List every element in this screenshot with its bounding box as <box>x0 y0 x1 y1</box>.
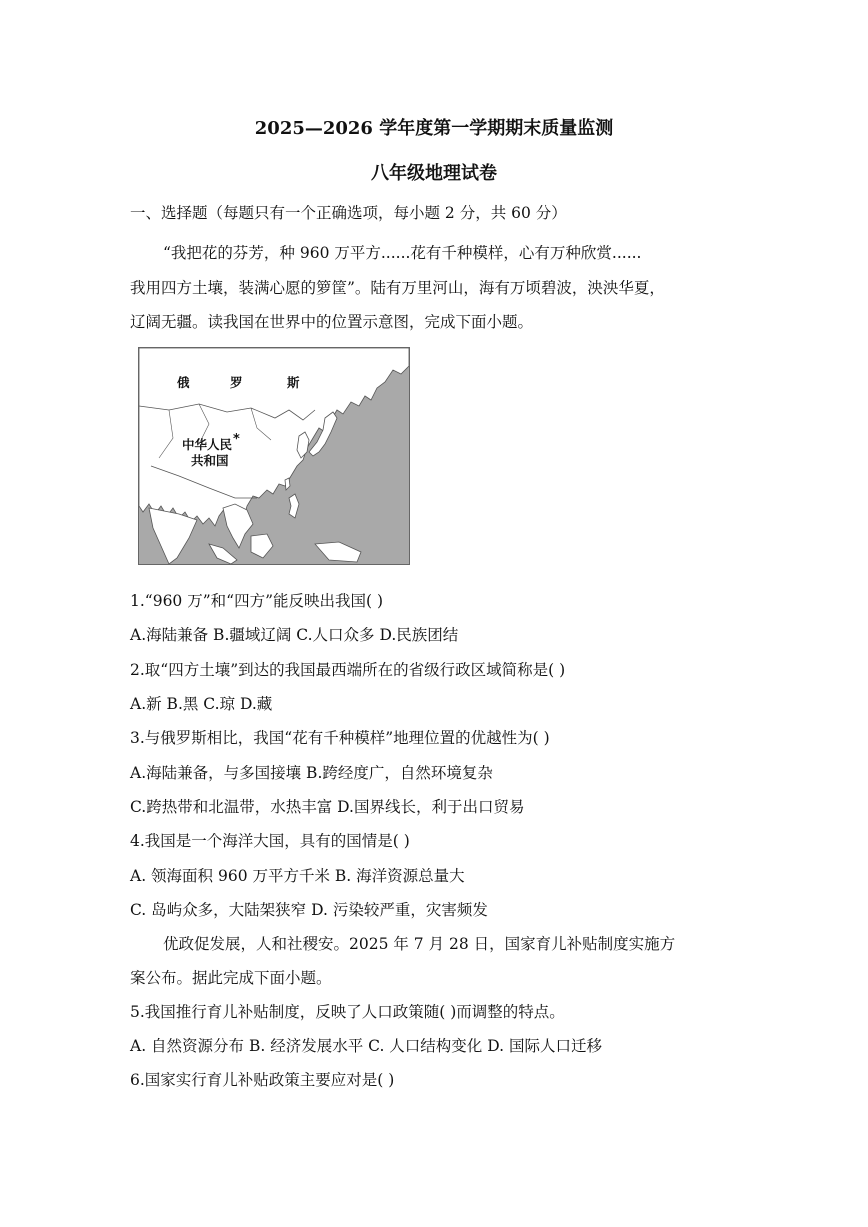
question-options: A.海陆兼备，与多国接壤 B.跨经度广，自然环境复杂 <box>130 764 493 782</box>
map-label-china: 中华人民 <box>182 437 233 452</box>
passage-line: 案公布。据此完成下面小题。 <box>130 969 332 987</box>
map-label-russia: 俄 <box>177 375 190 390</box>
question-options: C. 岛屿众多，大陆架狭窄 D. 污染较严重，灾害频发 <box>130 901 488 919</box>
question-stem: 2.取“四方土壤”到达的我国最西端所在的省级行政区域简称是( ) <box>130 661 566 679</box>
passage-line: 优政促发展，人和社稷安。2025 年 7 月 28 日，国家育儿补贴制度实施方 <box>163 935 676 953</box>
section-heading: 一、选择题（每题只有一个正确选项，每小题 2 分，共 60 分） <box>130 204 567 222</box>
question-options: A.新 B.黑 C.琼 D.藏 <box>130 695 273 713</box>
map-label-russia: 斯 <box>287 375 300 390</box>
question-stem: 1.“960 万”和“四方”能反映出我国( ) <box>130 592 384 610</box>
question-stem: 3.与俄罗斯相比，我国“花有千种模样”地理位置的优越性为( ) <box>130 729 550 747</box>
question-stem: 5.我国推行育儿补贴制度，反映了人口政策随( )而调整的特点。 <box>130 1003 565 1021</box>
world-position-map <box>138 347 410 565</box>
question-stem: 6.国家实行育儿补贴政策主要应对是( ) <box>130 1071 395 1089</box>
exam-subtitle: 八年级地理试卷 <box>371 163 497 184</box>
passage-line: 我用四方土壤，装满心愿的箩筐”。陆有万里河山，海有万顷碧波，泱泱华夏， <box>130 279 665 297</box>
map-label-russia: 罗 <box>230 375 243 390</box>
map-label-china: 共和国 <box>191 453 229 468</box>
question-stem: 4.我国是一个海洋大国，具有的国情是( ) <box>130 832 410 850</box>
exam-title: 2025—2026 学年度第一学期期末质量监测 <box>254 118 614 139</box>
question-options: C.跨热带和北温带，水热丰富 D.国界线长，利于出口贸易 <box>130 798 525 816</box>
passage-line: 辽阔无疆。读我国在世界中的位置示意图，完成下面小题。 <box>130 313 534 331</box>
question-options: A.海陆兼备 B.疆域辽阔 C.人口众多 D.民族团结 <box>130 626 459 644</box>
question-options: A. 领海面积 960 万平方千米 B. 海洋资源总量大 <box>130 867 465 885</box>
capital-star-icon: * <box>233 432 240 447</box>
passage-line: “我把花的芬芳，种 960 万平方......花有千种模样，心有万种欣赏...... <box>163 244 642 262</box>
question-options: A. 自然资源分布 B. 经济发展水平 C. 人口结构变化 D. 国际人口迁移 <box>130 1037 602 1055</box>
